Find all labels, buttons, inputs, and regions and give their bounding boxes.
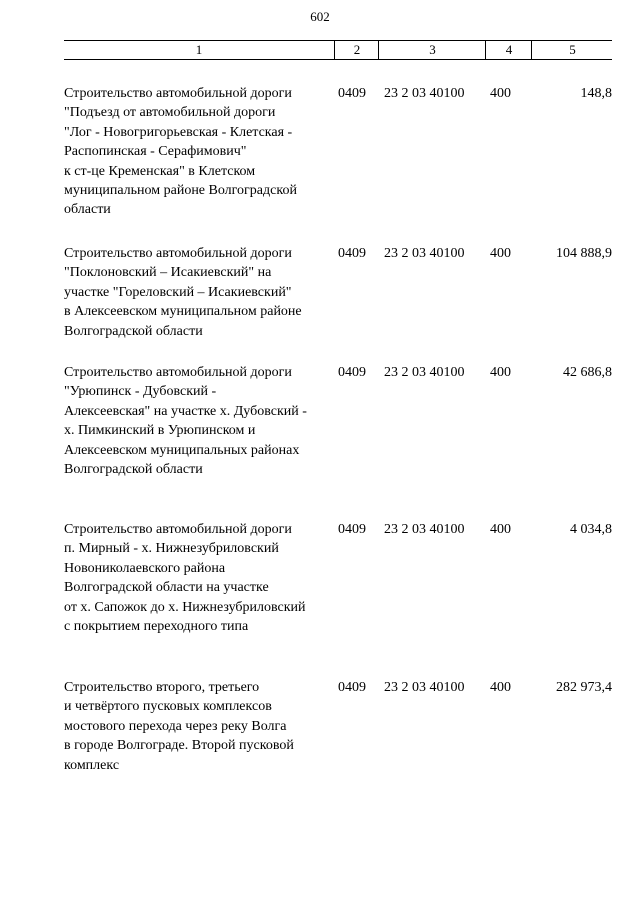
column-header-3: 3 xyxy=(378,41,486,59)
row-description: Строительство второго, третьего и четвёртого пусковых комплексов мостового перехода через реку Волга в городе Волгограде. Второй пусковой комплекс xyxy=(64,680,294,773)
row-target-article: 23 2 03 40100 xyxy=(384,522,465,537)
column-header-5: 5 xyxy=(531,41,613,59)
column-header-4: 4 xyxy=(485,41,532,59)
row-expense-type: 400 xyxy=(490,246,511,261)
row-target-article: 23 2 03 40100 xyxy=(384,86,465,101)
row-section-code: 0409 xyxy=(338,522,366,537)
row-section-code: 0409 xyxy=(338,246,366,261)
row-amount: 4 034,8 xyxy=(570,522,612,537)
row-target-article: 23 2 03 40100 xyxy=(384,365,465,380)
row-target-article: 23 2 03 40100 xyxy=(384,680,465,695)
row-target-article: 23 2 03 40100 xyxy=(384,246,465,261)
row-description: Строительство автомобильной дороги п. Мирный - х. Нижнезубриловский Новониколаевского района Волгоградской области на участке от х. Сапожок до х. Нижнезубриловский с покрытием переходного типа xyxy=(64,522,306,635)
table-header xyxy=(64,40,612,60)
row-section-code: 0409 xyxy=(338,680,366,695)
row-section-code: 0409 xyxy=(338,365,366,380)
column-header-1: 1 xyxy=(195,42,203,57)
row-amount: 104 888,9 xyxy=(556,246,612,261)
column-header-2: 2 xyxy=(334,41,379,59)
page-number: 602 xyxy=(310,9,330,24)
row-amount: 148,8 xyxy=(580,86,612,101)
row-expense-type: 400 xyxy=(490,680,511,695)
row-expense-type: 400 xyxy=(490,365,511,380)
row-expense-type: 400 xyxy=(490,86,511,101)
row-section-code: 0409 xyxy=(338,86,366,101)
row-description: Строительство автомобильной дороги "Урюпинск - Дубовский - Алексеевская" на участке х. Дубовский - х. Пимкинский в Урюпинском и Алексеевском муниципальных районах Волгоградской области xyxy=(64,365,307,478)
row-amount: 282 973,4 xyxy=(556,680,612,695)
row-expense-type: 400 xyxy=(490,522,511,537)
row-description: Строительство автомобильной дороги "Поклоновский – Исакиевский" на участке "Гореловский – Исакиевский" в Алексеевском муниципальном районе Волгоградской области xyxy=(64,246,302,339)
row-description: Строительство автомобильной дороги "Подъезд от автомобильной дороги "Лог - Новогригорьевская - Клетская - Распопинская - Серафимович" к ст-це Кременская" в Клетском муниципальном районе Волгоградской области xyxy=(64,86,297,218)
row-amount: 42 686,8 xyxy=(563,365,612,380)
